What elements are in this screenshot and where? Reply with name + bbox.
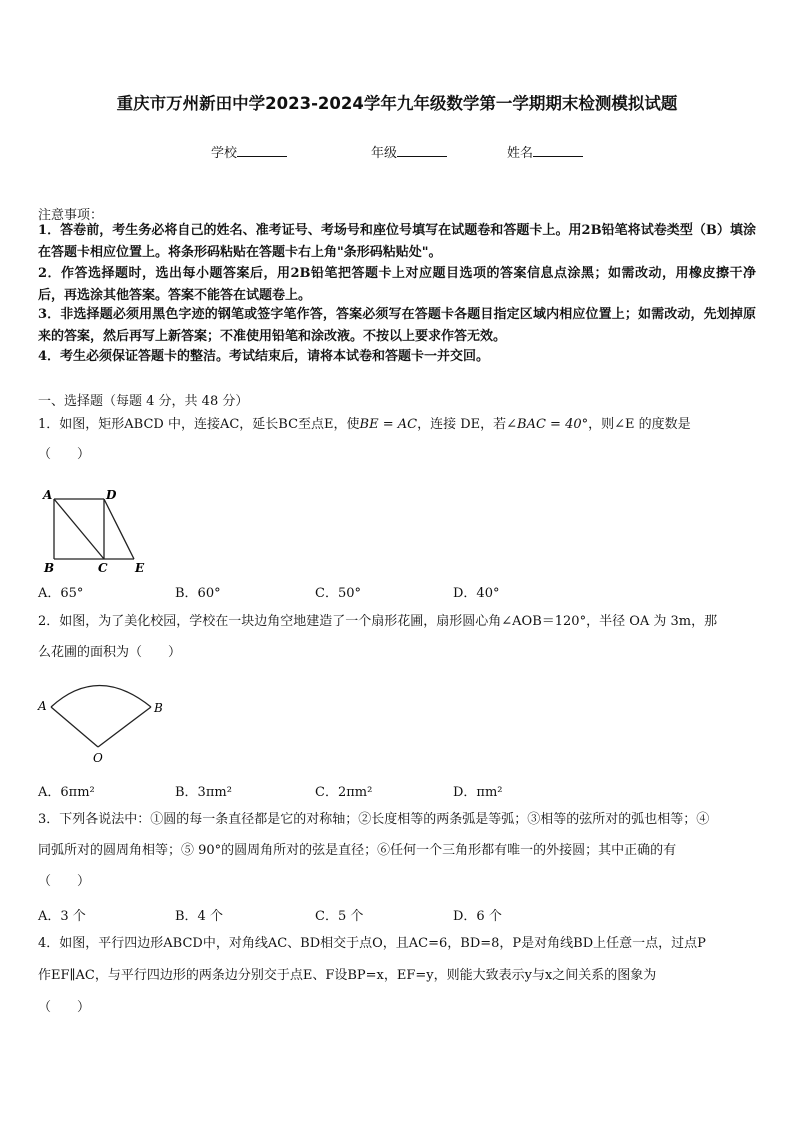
name-field	[507, 142, 583, 161]
q1-text-c: ，则∠E 的度数是	[588, 417, 691, 432]
note-item-4: 4．考生必须保证答题卡的整洁。考试结束后，请将本试卷和答题卡一并交回。	[38, 349, 490, 364]
q1-option-c: C．50°	[315, 586, 361, 601]
label-b: B	[44, 561, 55, 574]
question-4-line-1: 4．如图，平行四边形ABCD中，对角线AC、BD相交于点O，且AC=6，BD=8，P是对角线BD上任意一点，过点P	[38, 936, 706, 951]
q1-options	[38, 582, 758, 602]
q2-option-b: B．3πm²	[175, 785, 232, 800]
q1-figure	[40, 488, 150, 574]
name-blank	[533, 144, 583, 157]
grade-field	[371, 142, 447, 161]
label-d: D	[106, 488, 117, 502]
q3-options	[38, 905, 758, 925]
label-e: E	[135, 561, 145, 574]
note-item-2: 2．作答选择题时，选出每小题答案后，用2B铅笔把答题卡上对应题目选项的答案信息点涂黑；如需改动，用橡皮擦干净后，再选涂其他答案。答案不能答在试题卷上。	[38, 266, 756, 303]
question-3-line-1: 3．下列各说法中：①圆的每一条直径都是它的对称轴；②长度相等的两条弧是等弧；③相等的弦所对的弧也相等；④	[38, 812, 710, 827]
name-label: 姓名	[507, 146, 534, 161]
school-field	[211, 142, 287, 161]
note-item-1: 1．答卷前，考生务必将自己的姓名、准考证号、考场号和座位号填写在试题卷和答题卡上。用2B铅笔将试卷类型（B）填涂在答题卡相应位置上。将条形码粘贴在答题卡右上角"条形码粘贴处"。	[38, 223, 756, 260]
note-item-3: 3．非选择题必须用黑色字迹的钢笔或签字笔作答，答案必须写在答题卡各题目指定区域内相应位置上；如需改动，先划掉原来的答案，然后再写上新答案；不准使用铅笔和涂改液。不按以上要求作答无效。	[38, 307, 756, 344]
grade-blank	[397, 144, 447, 157]
school-blank	[237, 144, 287, 157]
q4-paren: （ ）	[38, 1000, 91, 1015]
q1-math-1: BE = AC	[359, 417, 418, 432]
q2-options	[38, 781, 758, 801]
q3-paren: （ ）	[38, 874, 91, 889]
page-title: 重庆市万州新田中学2023-2024学年九年级数学第一学期期末检测模拟试题	[116, 94, 678, 113]
label-a: A	[43, 488, 53, 502]
question-2-line-1: 2．如图，为了美化校园，学校在一块边角空地建造了一个扇形花圃，扇形圆心角∠AOB＝120°，半径 OA 为 3m，那	[38, 614, 718, 629]
question-4-line-2: 作EF∥AC，与平行四边形的两条边分别交于点E、F设BP=x，EF=y，则能大致表示y与x之间关系的图象为	[38, 968, 657, 983]
q1-text-b: ，连接 DE，若	[417, 417, 507, 432]
grade-label: 年级	[371, 146, 398, 161]
q2-option-a: A．6πm²	[38, 785, 95, 800]
q3-option-a: A．3 个	[38, 909, 86, 924]
label-b2: B	[154, 701, 163, 715]
label-a2: A	[38, 699, 47, 713]
q1-paren: （ ）	[38, 447, 91, 462]
label-o: O	[93, 751, 103, 765]
q3-option-b: B．4 个	[175, 909, 223, 924]
q2-figure	[36, 676, 170, 766]
notes-heading: 注意事项：	[38, 208, 104, 223]
section-heading: 一、选择题（每题 4 分，共 48 分）	[38, 394, 249, 409]
q1-option-b: B．60°	[175, 586, 221, 601]
q1-option-a: A．65°	[38, 586, 84, 601]
q1-math-2: ∠BAC = 40°	[506, 417, 589, 432]
question-2-line-2: 么花圃的面积为（ ）	[38, 645, 182, 660]
question-1-stem	[38, 410, 758, 439]
q2-option-c: C．2πm²	[315, 785, 373, 800]
q1-option-d: D．40°	[453, 586, 500, 601]
question-3-line-2: 同弧所对的圆周角相等；⑤ 90°的圆周角所对的弦是直径；⑥任何一个三角形都有唯一的外接圆；其中正确的有	[38, 843, 677, 858]
q2-option-d: D．πm²	[453, 785, 503, 800]
q1-text-a: 1．如图，矩形ABCD 中，连接AC，延长BC至点E，使	[38, 417, 360, 432]
school-label: 学校	[211, 146, 238, 161]
label-c: C	[98, 561, 108, 574]
q3-option-d: D．6 个	[453, 909, 502, 924]
q3-option-c: C．5 个	[315, 909, 364, 924]
